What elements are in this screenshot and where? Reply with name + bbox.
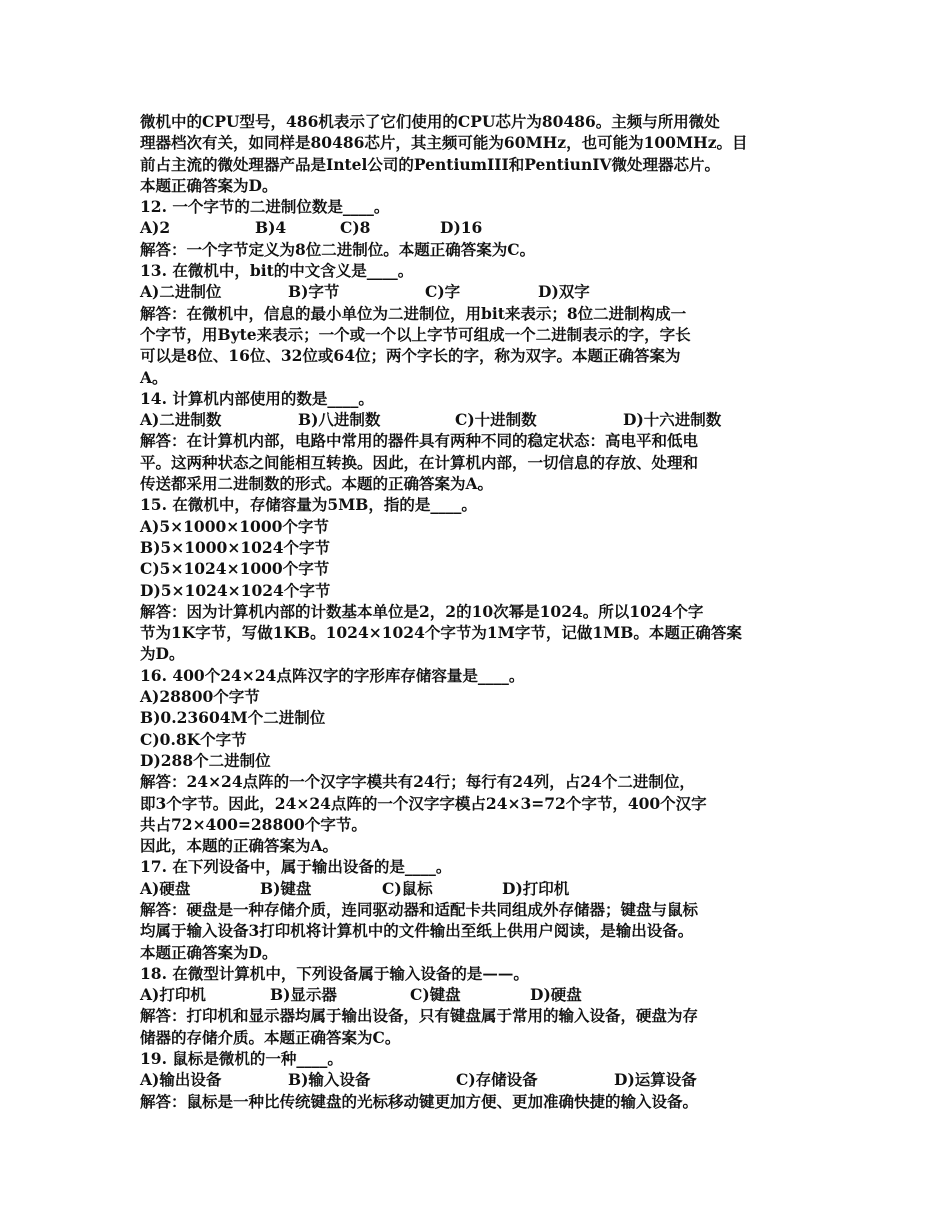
text-line: 微机中的CPU型号，486机表示了它们使用的CPU芯片为80486。主频与所用微处: [140, 112, 720, 131]
answer-option: D)十六进制数: [623, 410, 722, 430]
text-line: 即3个字节。因此，24×24点阵的一个汉字字模占24×3=72个字节，400个汉字: [140, 793, 707, 813]
text-line: D)288个二进制位: [140, 750, 271, 770]
option-row: [140, 409, 820, 430]
option-row: [140, 217, 820, 238]
text-line: 19. 鼠标是微机的一种____。: [140, 1049, 343, 1069]
document-page: [140, 111, 820, 1112]
option-row: [140, 1069, 820, 1090]
text-line: 可以是8位、16位、32位或64位；两个字长的字，称为双字。本题正确答案为: [140, 346, 681, 366]
text-line: 解答：硬盘是一种存储介质，连同驱动器和适配卡共同组成外存储器；键盘与鼠标: [140, 899, 699, 919]
answer-option: B)八进制数: [298, 410, 381, 430]
text-line: 本题正确答案为D。: [140, 175, 278, 195]
answer-option: B)输入设备: [288, 1070, 371, 1090]
text-line: 前占主流的微处理器产品是Intel公司的PentiumIII和PentiunIV微处理器芯片。: [140, 154, 721, 174]
text-line: 解答：在计算机内部，电路中常用的器件具有两种不同的稳定状态：高电平和低电: [140, 431, 699, 451]
text-line: 解答：一个字节定义为8位二进制位。本题正确答案为C。: [140, 239, 536, 259]
text-line: 解答：鼠标是一种比传统键盘的光标移动键更加方便、更加准确快捷的输入设备。: [140, 1091, 699, 1111]
answer-option: A)二进制位: [140, 282, 222, 302]
text-line: 12. 一个字节的二进制位数是____。: [140, 197, 390, 217]
text-line: 本题正确答案为D。: [140, 942, 278, 962]
text-line: 18. 在微型计算机中，下列设备属于输入设备的是——。: [140, 963, 529, 983]
text-line: 13. 在微机中，bit的中文含义是____。: [140, 261, 414, 281]
option-row: [140, 984, 820, 1005]
text-line: 储器的存储介质。本题正确答案为C。: [140, 1027, 401, 1047]
text-line: 解答：24×24点阵的一个汉字字模共有24行；每行有24列，占24个二进制位，: [140, 772, 695, 792]
text-line: 平。这两种状态之间能相互转换。因此，在计算机内部，一切信息的存放、处理和: [140, 452, 699, 472]
text-line: 解答：因为计算机内部的计数基本单位是2，2的10次幂是1024。所以1024个字: [140, 601, 704, 621]
answer-option: D)硬盘: [530, 985, 582, 1005]
text-line: C)5×1024×1000个字节: [140, 559, 330, 579]
text-line: 因此，本题的正确答案为A。: [140, 836, 339, 856]
text-line: 传送都采用二进制数的形式。本题的正确答案为A。: [140, 474, 494, 494]
text-line: 节为1K字节，写做1KB。1024×1024个字节为1M字节，记做1MB。本题正确答案: [140, 623, 742, 643]
answer-option: A)2: [140, 218, 171, 238]
text-line: A)5×1000×1000个字节: [140, 516, 329, 536]
text-line: 均属于输入设备3打印机将计算机中的文件输出至纸上供用户阅读，是输出设备。: [140, 921, 694, 941]
text-line: 为D。: [140, 644, 185, 664]
answer-option: B)键盘: [260, 878, 312, 898]
text-line: 个字节，用Byte来表示；一个或一个以上字节可组成一个二进制表示的字，字长: [140, 324, 691, 344]
text-line: B)0.23604M个二进制位: [140, 708, 326, 728]
answer-option: C)键盘: [410, 985, 461, 1005]
answer-option: C)字: [425, 282, 461, 302]
answer-option: D)16: [440, 218, 483, 238]
text-line: D)5×1024×1024个字节: [140, 580, 331, 600]
text-line: 17. 在下列设备中，属于输出设备的是____。: [140, 857, 452, 877]
text-line: 解答：打印机和显示器均属于输出设备，只有键盘属于常用的输入设备，硬盘为存: [140, 1006, 699, 1026]
text-line: 14. 计算机内部使用的数是____。: [140, 388, 374, 408]
text-line: 解答：在微机中，信息的最小单位为二进制位，用bit来表示；8位二进制构成一: [140, 303, 687, 323]
text-line: 15. 在微机中，存储容量为5MB，指的是____。: [140, 495, 477, 515]
text-line: C)0.8K个字节: [140, 729, 247, 749]
option-row: [140, 878, 820, 899]
answer-option: A)硬盘: [140, 878, 191, 898]
text-line: 共占72×400=28800个字节。: [140, 814, 367, 834]
answer-option: D)运算设备: [614, 1070, 697, 1090]
text-line: A)28800个字节: [140, 687, 260, 707]
answer-option: A)输出设备: [140, 1070, 222, 1090]
answer-option: C)鼠标: [382, 878, 433, 898]
text-line: A。: [140, 367, 168, 387]
option-row: [140, 281, 820, 302]
text-line: 理器档次有关，如同样是80486芯片，其主频可能为60MHz，也可能为100MHz。目: [140, 133, 748, 153]
answer-option: A)二进制数: [140, 410, 222, 430]
answer-option: D)双字: [538, 282, 590, 302]
answer-option: A)打印机: [140, 985, 206, 1005]
answer-option: D)打印机: [502, 878, 570, 898]
answer-option: C)8: [340, 218, 371, 238]
answer-option: C)存储设备: [456, 1070, 538, 1090]
answer-option: C)十进制数: [455, 410, 537, 430]
text-line: 16. 400个24×24点阵汉字的字形库存储容量是____。: [140, 665, 525, 685]
answer-option: B)字节: [288, 282, 340, 302]
answer-option: B)显示器: [270, 985, 337, 1005]
text-line: B)5×1000×1024个字节: [140, 537, 330, 557]
answer-option: B)4: [255, 218, 287, 238]
